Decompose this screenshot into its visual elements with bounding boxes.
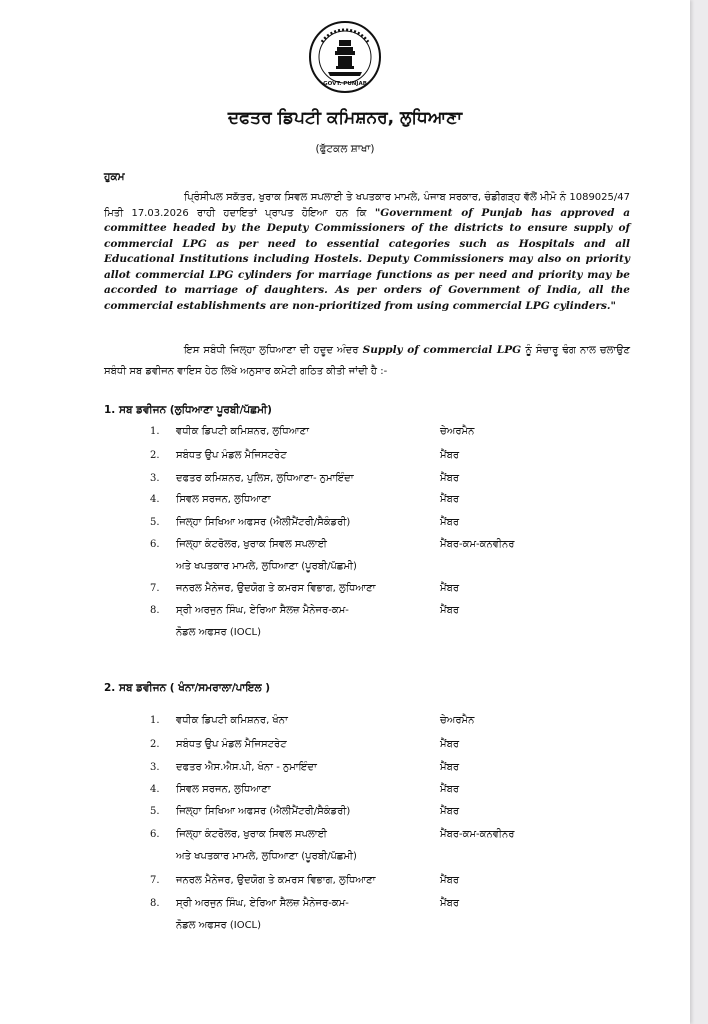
member-role: ਮੈਂਬਰ <box>440 784 460 795</box>
member-number: 8. <box>150 605 160 616</box>
committee-text-1: ਇਸ ਸਬੰਧੀ ਜਿਲ੍ਹਾ ਲੁਧਿਆਣਾ ਦੀ ਹਦੂਦ ਅੰਦਰ <box>184 345 359 356</box>
member-number: 7. <box>150 583 160 594</box>
member-number: 1. <box>150 426 160 437</box>
member-row-continued <box>0 920 690 936</box>
member-name: ਸਿਵਲ ਸਰਜਨ, ਲੁਧਿਆਣਾ <box>176 784 271 795</box>
member-role: ਮੈਂਬਰ <box>440 739 460 750</box>
member-name: ਸਿਵਲ ਸਰਜਨ, ਲੁਧਿਆਣਾ <box>176 494 271 505</box>
member-row-continued <box>0 851 690 867</box>
member-number: 6. <box>150 829 160 840</box>
member-role: ਮੈਂਬਰ <box>440 875 460 886</box>
member-role: ਮੈਂਬਰ <box>440 762 460 773</box>
member-role: ਮੈਂਬਰ-ਕਮ-ਕਨਵੀਨਰ <box>440 539 515 550</box>
order-heading: ਹੁਕਮ <box>104 171 125 183</box>
member-number: 3. <box>150 473 160 484</box>
member-name: ਜਿਲ੍ਹਾ ਸਿਖਿਆ ਅਫਸਰ (ਐਲੀਮੈਂਟਰੀ/ਸੈਕੰਡਰੀ) <box>176 806 351 817</box>
member-name-continued: ਅਤੇ ਖਪਤਕਾਰ ਮਾਮਲੇ, ਲੁਧਿਆਣਾ (ਪੂਰਬੀ/ਪੱਛਮੀ) <box>176 561 357 572</box>
member-number: 8. <box>150 898 160 909</box>
member-row-continued <box>0 627 690 643</box>
member-name: ਜਿਲ੍ਹਾ ਕੰਟਰੋਲਰ, ਖੁਰਾਕ ਸਿਵਲ ਸਪਲਾਈ <box>176 829 327 840</box>
office-title: ਦਫਤਰ ਡਿਪਟੀ ਕਮਿਸ਼ਨਰ, ਲੁਧਿਆਣਾ <box>227 108 463 128</box>
govt-punjab-emblem-icon <box>308 20 382 94</box>
committee-english: Supply of commercial LPG <box>362 344 522 356</box>
member-row <box>0 898 690 914</box>
member-row <box>0 539 690 555</box>
member-row <box>0 806 690 822</box>
member-role: ਮੈਂਬਰ-ਕਮ-ਕਨਵੀਨਰ <box>440 829 515 840</box>
member-number: 4. <box>150 494 160 505</box>
member-row <box>0 829 690 845</box>
member-number: 2. <box>150 450 160 461</box>
member-name-continued: ਅਤੇ ਖਪਤਕਾਰ ਮਾਮਲੇ, ਲੁਧਿਆਣਾ (ਪੂਰਬੀ/ਪੱਛਮੀ) <box>176 851 357 862</box>
member-name: ਜਨਰਲ ਮੈਨੇਜਰ, ਉਦਯੋਗ ਤੇ ਕਮਰਸ ਵਿਭਾਗ, ਲੁਧਿਆਣਾ <box>176 875 376 886</box>
member-row <box>0 426 690 442</box>
member-row <box>0 605 690 621</box>
member-row <box>0 739 690 755</box>
member-row <box>0 517 690 533</box>
member-row <box>0 875 690 891</box>
member-number: 5. <box>150 517 160 528</box>
member-number: 4. <box>150 784 160 795</box>
member-role: ਚੇਅਰਮੈਨ <box>440 426 475 437</box>
member-role: ਮੈਂਬਰ <box>440 494 460 505</box>
member-number: 2. <box>150 739 160 750</box>
paragraph-committee <box>104 340 630 382</box>
member-number: 3. <box>150 762 160 773</box>
member-name: ਸਬੰਧਤ ਉਪ ਮੰਡਲ ਮੈਜਿਸਟਰੇਟ <box>176 739 287 750</box>
member-row <box>0 494 690 510</box>
member-name: ਦਫਤਰ ਐਸ.ਐਸ.ਪੀ, ਖੰਨਾ - ਨੁਮਾਇੰਦਾ <box>176 762 317 773</box>
member-name: ਸਬੰਧਤ ਉਪ ਮੰਡਲ ਮੈਜਿਸਟਰੇਟ <box>176 450 287 461</box>
member-name: ਦਫਤਰ ਕਮਿਸ਼ਨਰ, ਪੁਲਿਸ, ਲੁਧਿਆਣਾ- ਨੁਮਾਇੰਦਾ <box>176 473 354 484</box>
member-number: 6. <box>150 539 160 550</box>
member-name: ਜਿਲ੍ਹਾ ਸਿਖਿਆ ਅਫਸਰ (ਐਲੀਮੈਂਟਰੀ/ਸੈਕੰਡਰੀ) <box>176 517 351 528</box>
member-name: ਸ੍ਰੀ ਅਰਜੁਨ ਸਿੰਘ, ਏਰਿਆ ਸੈਲਜ਼ ਮੈਨੇਜਰ-ਕਮ- <box>176 605 349 616</box>
member-name-continued: ਨੋਡਲ ਅਫਸਰ (IOCL) <box>176 627 262 638</box>
member-role: ਮੈਂਬਰ <box>440 806 460 817</box>
instruction-text: ਪ੍ਰਿੰਸੀਪਲ ਸਕੱਤਰ, ਖੁਰਾਕ ਸਿਵਲ ਸਪਲਾਈ ਤੇ ਖਪਤਕਾਰ ਮਾਮਲੇ, ਪੰਜਾਬ ਸਰਕਾਰ, ਚੰਡੀਗੜ੍ਹ ਵੱਲੋਂ ਮੀਮੋ ਨੰ 1089025/47 ਮਿਤੀ 17.03.2026 ਰਾਹੀ ਹਦਾਇਤਾਂ ਪ੍ਰਾਪਤ ਹੋਇਆ ਹਨ ਕਿ <box>104 192 630 219</box>
member-row <box>0 450 690 466</box>
member-name-continued: ਨੋਡਲ ਅਫਸਰ (IOCL) <box>176 920 262 931</box>
committee-text-2: ਨੂੰ ਸੰਚਾਰੂ ਢੰਗ ਨਾਲ ਚਲਾਉਣ ਸਬੰਧੀ ਸਬ ਡਵੀਜਨ ਵਾਇਸ ਹੇਠ ਲਿਖੇ ਅਨੁਸਾਰ ਕਮੇਟੀ ਗਠਿਤ ਕੀਤੀ ਜਾਂਦੀ ਹੈ :- <box>104 345 631 377</box>
member-role: ਮੈਂਬਰ <box>440 517 460 528</box>
member-number: 5. <box>150 806 160 817</box>
section-heading: 2. ਸਬ ਡਵੀਜਨ ( ਖੰਨਾ/ਸਮਰਾਲਾ/ਪਾਇਲ ) <box>104 682 271 694</box>
member-row-continued <box>0 561 690 577</box>
member-number: 7. <box>150 875 160 886</box>
member-role: ਮੈਂਬਰ <box>440 473 460 484</box>
member-row <box>0 583 690 599</box>
member-name: ਵਧੀਕ ਡਿਪਟੀ ਕਮਿਸ਼ਨਰ, ਲੁਧਿਆਣਾ <box>176 426 309 437</box>
member-name: ਵਧੀਕ ਡਿਪਟੀ ਕਮਿਸ਼ਨਰ, ਖੰਨਾ <box>176 715 288 726</box>
paragraph-instructions <box>104 190 630 314</box>
member-name: ਸ੍ਰੀ ਅਰਜੁਨ ਸਿੰਘ, ਏਰਿਆ ਸੈਲਜ਼ ਮੈਨੇਜਰ-ਕਮ- <box>176 898 349 909</box>
member-role: ਮੈਂਬਰ <box>440 898 460 909</box>
government-quote: "Government of Punjab has approved a committee headed by the Deputy Commissioners of the districts to ensure supply of commercial LPG as per need to essential categories such as Hospitals and all Educational Institutions including Hostels. Deputy Commissioners may also on priority allot commercial LPG cylinders for marriage functions as per need and priority may be accorded to marriage of daughters. As per orders of Government of India, all the commercial establishments are non-prioritized from using commercial LPG cylinders." <box>104 206 630 312</box>
member-role: ਮੈਂਬਰ <box>440 583 460 594</box>
member-role: ਚੇਅਰਮੈਨ <box>440 715 475 726</box>
member-role: ਮੈਂਬਰ <box>440 450 460 461</box>
member-row <box>0 762 690 778</box>
member-row <box>0 473 690 489</box>
member-number: 1. <box>150 715 160 726</box>
member-role: ਮੈਂਬਰ <box>440 605 460 616</box>
branch-name: (ਫੁੱਟਕਲ ਸ਼ਾਖਾ) <box>315 143 375 155</box>
member-row <box>0 784 690 800</box>
member-row <box>0 715 690 731</box>
emblem-caption: GOVT. PUNJAB <box>323 81 367 87</box>
section-heading: 1. ਸਬ ਡਵੀਜਨ (ਲੁਧਿਆਣਾ ਪੂਰਬੀ/ਪੱਛਮੀ) <box>104 404 272 416</box>
member-name: ਜਨਰਲ ਮੈਨੇਜਰ, ਉਦਯੋਗ ਤੇ ਕਮਰਸ ਵਿਭਾਗ, ਲੁਧਿਆਣਾ <box>176 583 376 594</box>
member-name: ਜਿਲ੍ਹਾ ਕੰਟਰੋਲਰ, ਖੁਰਾਕ ਸਿਵਲ ਸਪਲਾਈ <box>176 539 327 550</box>
